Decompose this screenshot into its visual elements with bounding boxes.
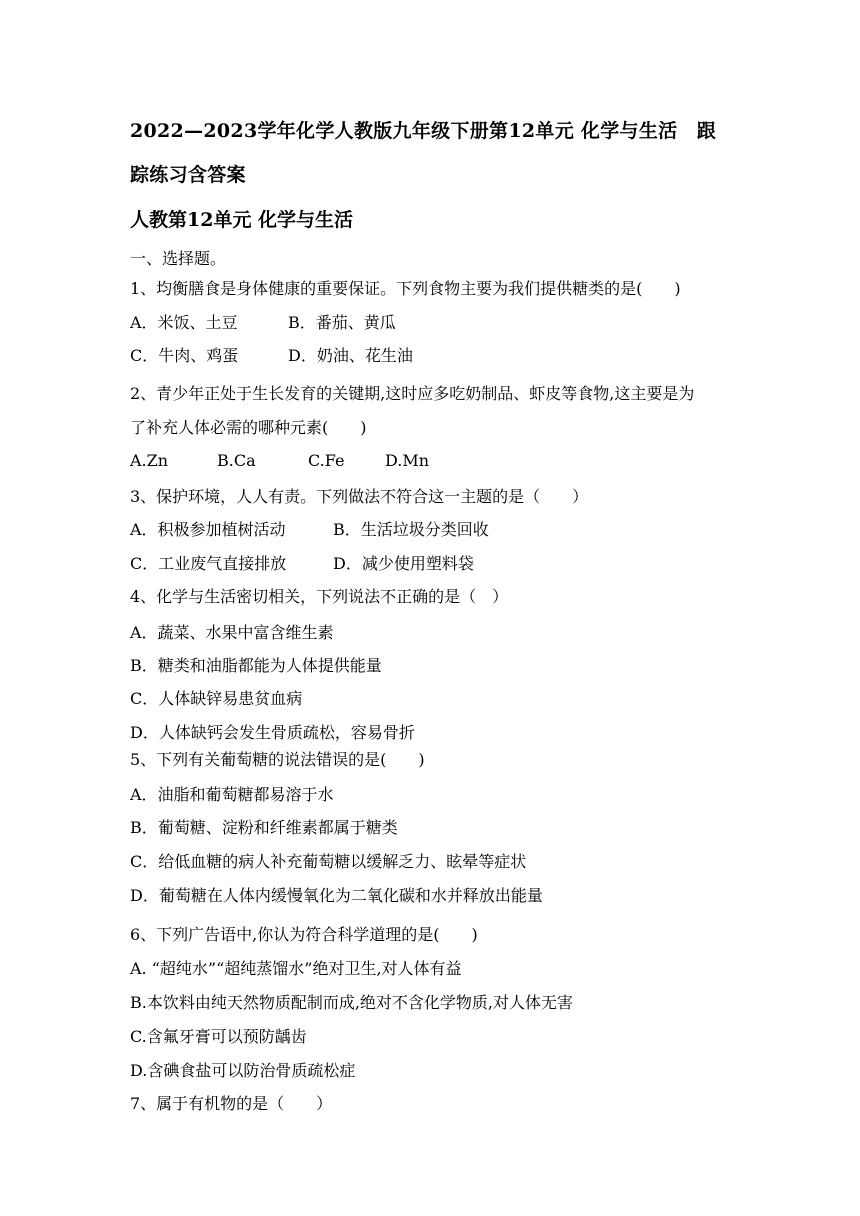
q2-options <box>130 451 429 470</box>
q6-option-a: A. “超纯水”“超纯蒸馏水”绝对卫生,对人体有益 <box>130 959 462 978</box>
doc-title-line1: 2022—2023学年化学人教版九年级下册第12单元 化学与生活 跟 <box>130 120 717 142</box>
q3-option-d: D．减少使用塑料袋 <box>333 554 474 573</box>
q1-option-a: A．米饭、土豆 <box>130 313 238 332</box>
q4-option-d: D．人体缺钙会发生骨质疏松，容易骨折 <box>130 723 415 742</box>
q1-stem: 1、均衡膳食是身体健康的重要保证。下列食物主要为我们提供糖类的是( ) <box>130 279 681 298</box>
section-heading: 一、选择题。 <box>130 249 227 268</box>
q2-stem-line1: 2、青少年正处于生长发育的关键期,这时应多吃奶制品、虾皮等食物,这主要是为 <box>130 384 695 403</box>
q2-option-d: D.Mn <box>385 451 430 470</box>
q5-option-a: A．油脂和葡萄糖都易溶于水 <box>130 785 334 804</box>
q1-option-b: B．番茄、黄瓜 <box>288 313 396 332</box>
q1-option-c: C．牛肉、鸡蛋 <box>130 346 239 365</box>
q6-option-d: D.含碘食盐可以防治骨质疏松症 <box>130 1061 356 1080</box>
q5-stem: 5、下列有关葡萄糖的说法错误的是( ) <box>130 750 425 769</box>
q2-stem-line2: 了补充人体必需的哪种元素( ) <box>130 418 367 437</box>
q1-options-row2 <box>130 343 413 366</box>
q3-option-b: B．生活垃圾分类回收 <box>333 520 489 539</box>
q3-options-row2 <box>130 551 474 574</box>
q3-option-a: A．积极参加植树活动 <box>130 520 286 539</box>
q4-option-a: A．蔬菜、水果中富含维生素 <box>130 623 334 642</box>
q6-stem: 6、下列广告语中,你认为符合科学道理的是( ) <box>130 925 478 944</box>
q3-options-row1 <box>130 517 489 540</box>
q4-option-b: B．糖类和油脂都能为人体提供能量 <box>130 656 382 675</box>
q2-option-c: C.Fe <box>308 451 345 470</box>
q2-option-b: B.Ca <box>217 451 256 470</box>
doc-subtitle: 人教第12单元 化学与生活 <box>130 209 354 231</box>
q3-option-c: C．工业废气直接排放 <box>130 554 287 573</box>
q1-option-d: D．奶油、花生油 <box>288 346 413 365</box>
q6-option-c: C.含氟牙膏可以预防龋齿 <box>130 1027 307 1046</box>
q5-option-c: C．给低血糖的病人补充葡萄糖以缓解乏力、眩晕等症状 <box>130 852 527 871</box>
doc-title-line2: 踪练习含答案 <box>130 164 246 186</box>
q4-stem: 4、化学与生活密切相关，下列说法不正确的是（ ） <box>130 587 509 606</box>
q5-option-b: B．葡萄糖、淀粉和纤维素都属于糖类 <box>130 818 398 837</box>
q2-option-a: A.Zn <box>130 451 169 470</box>
q1-options-row1 <box>130 310 396 333</box>
q6-option-b: B.本饮料由纯天然物质配制而成,绝对不含化学物质,对人体无害 <box>130 993 574 1012</box>
q5-option-d: D．葡萄糖在人体内缓慢氧化为二氧化碳和水并释放出能量 <box>130 886 543 905</box>
q4-option-c: C．人体缺锌易患贫血病 <box>130 689 303 708</box>
q7-stem: 7、属于有机物的是（ ） <box>130 1094 333 1113</box>
q3-stem: 3、保护环境，人人有责。下列做法不符合这一主题的是（ ） <box>130 487 589 506</box>
